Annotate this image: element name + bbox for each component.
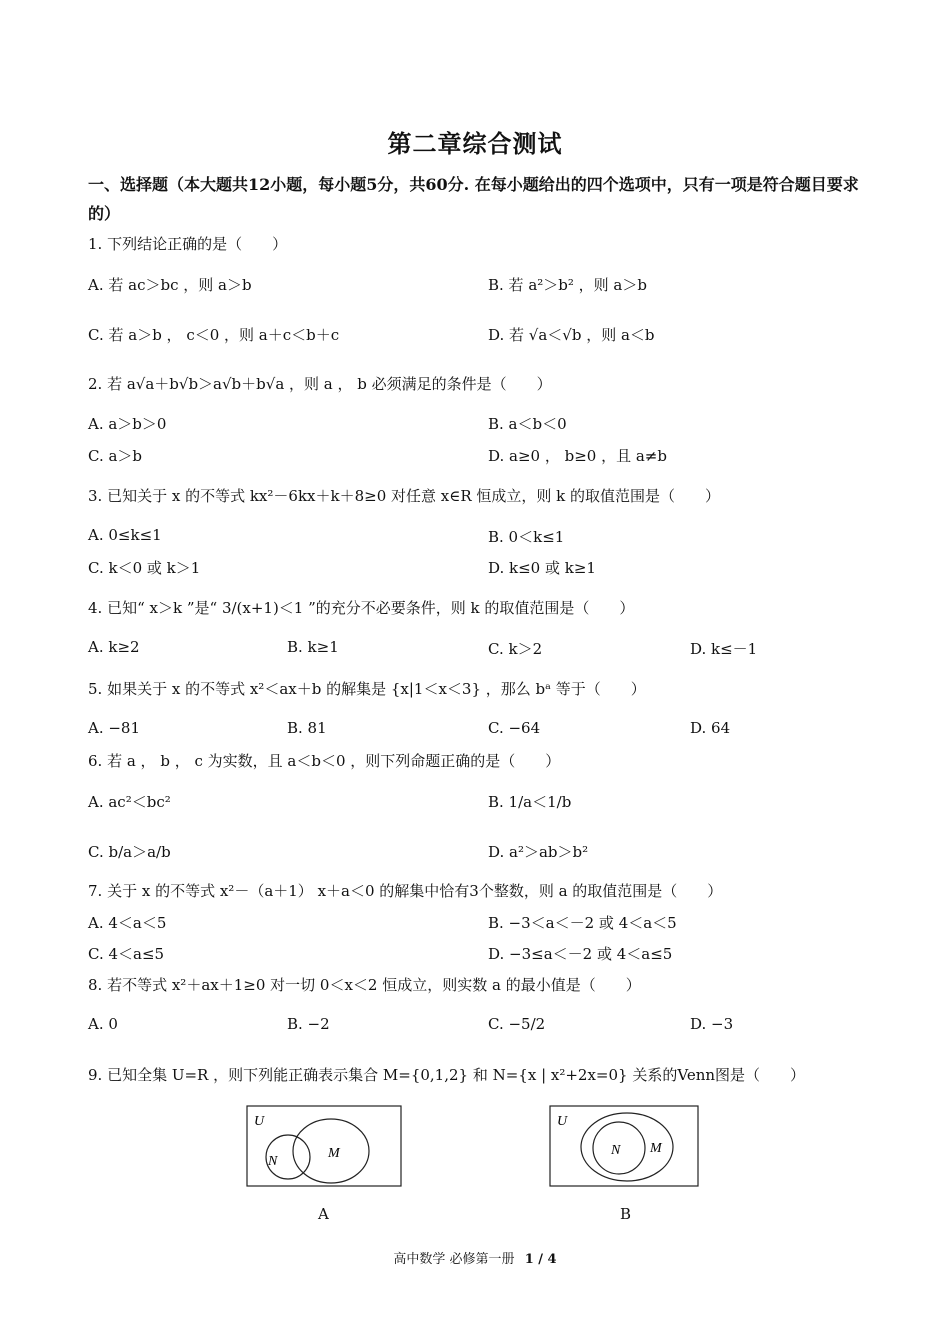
venn-a-label-m: M [328, 1146, 340, 1161]
q3-option-a: A. 0≤k≤1 [88, 526, 162, 544]
q7-option-d: D. −3≤a＜－2 或 4＜a≤5 [488, 945, 673, 963]
venn-a-label-u: U [254, 1114, 265, 1129]
q2-option-b: B. a＜b＜0 [488, 415, 567, 433]
footer-text: 高中数学 必修第一册 [393, 1252, 515, 1267]
venn-a-caption: A [318, 1205, 329, 1223]
q3-option-d: D. k≤0 或 k≥1 [488, 559, 596, 577]
q1-option-b: B. 若 a²＞b² ，则 a＞b [488, 276, 647, 294]
venn-b-label-m: M [650, 1141, 662, 1156]
q2-stem: 2. 若 a√a＋b√b＞a√b＋b√a ，则 a ， b 必须满足的条件是（ ） [88, 375, 552, 393]
q8-option-a: A. 0 [88, 1015, 118, 1033]
q8-option-d: D. −3 [690, 1015, 734, 1033]
q6-option-c: C. b/a＞a/b [88, 843, 171, 861]
q7-stem: 7. 关于 x 的不等式 x²－（a＋1） x＋a＜0 的解集中恰有3个整数，则 a 的取值范围是（ ） [88, 882, 723, 900]
q1-option-c: C. 若 a＞b ， c＜0 ，则 a＋c＜b＋c [88, 326, 340, 344]
q7-option-b: B. −3＜a＜－2 或 4＜a＜5 [488, 914, 677, 932]
section-heading-line1: 一、选择题（本大题共12小题，每小题5分，共60分. 在每小题给出的四个选项中，只有一项是符合题目要求 [88, 175, 859, 194]
venn-b-caption: B [620, 1205, 632, 1223]
q2-option-a: A. a＞b＞0 [88, 415, 167, 433]
q2-option-d: D. a≥0 ， b≥0 ，且 a≠b [488, 447, 667, 465]
q9-stem: 9. 已知全集 U=R ，则下列能正确表示集合 M={0,1,2} 和 N={x | x²+2x=0} 关系的Venn图是（ ） [88, 1066, 806, 1084]
q5-option-a: A. −81 [88, 719, 141, 737]
q5-option-b: B. 81 [287, 719, 327, 737]
q7-option-a: A. 4＜a＜5 [88, 914, 167, 932]
q8-option-c: C. −5/2 [488, 1015, 546, 1033]
q3-stem: 3. 已知关于 x 的不等式 kx²－6kx＋k＋8≥0 对任意 x∈R 恒成立，则 k 的取值范围是（ ） [88, 487, 721, 505]
venn-diagram-b [549, 1105, 699, 1187]
q1-stem: 1. 下列结论正确的是（ ） [88, 235, 288, 253]
q4-option-a: A. k≥2 [88, 638, 140, 656]
q6-option-d: D. a²＞ab＞b² [488, 843, 589, 861]
venn-diagram-a [246, 1105, 402, 1187]
q5-stem: 5. 如果关于 x 的不等式 x²＜ax＋b 的解集是 {x|1＜x＜3} ，那么 bᵃ 等于（ ） [88, 680, 646, 698]
q1-option-a: A. 若 ac＞bc ，则 a＞b [88, 276, 252, 294]
q4-option-c: C. k＞2 [488, 640, 543, 658]
q1-option-d: D. 若 √a＜√b ，则 a＜b [488, 326, 655, 344]
q3-option-b: B. 0＜k≤1 [488, 528, 565, 546]
page-footer [0, 1248, 950, 1267]
q6-option-a: A. ac²＜bc² [88, 793, 171, 811]
footer-page-number: 1 / 4 [524, 1252, 557, 1267]
q6-option-b: B. 1/a＜1/b [488, 793, 572, 811]
section-heading-line2: 的） [88, 204, 121, 223]
q4-stem: 4. 已知“ x＞k ”是“ 3/(x+1)＜1 ”的充分不必要条件，则 k 的取值范围是（ ） [88, 599, 635, 617]
q7-option-c: C. 4＜a≤5 [88, 945, 165, 963]
q4-option-d: D. k≤－1 [690, 640, 758, 658]
q3-option-c: C. k＜0 或 k＞1 [88, 559, 201, 577]
q5-option-d: D. 64 [690, 719, 731, 737]
q8-option-b: B. −2 [287, 1015, 330, 1033]
q4-option-b: B. k≥1 [287, 638, 339, 656]
q6-stem: 6. 若 a ， b ， c 为实数，且 a＜b＜0 ，则下列命题正确的是（ ） [88, 752, 561, 770]
q5-option-c: C. −64 [488, 719, 541, 737]
q8-stem: 8. 若不等式 x²＋ax＋1≥0 对一切 0＜x＜2 恒成立，则实数 a 的最小值是（ ） [88, 976, 641, 994]
page-title: 第二章综合测试 [387, 129, 563, 158]
venn-a-universe-box [247, 1106, 401, 1186]
venn-b-label-u: U [557, 1114, 568, 1129]
venn-a-label-n: N [268, 1154, 278, 1169]
q2-option-c: C. a＞b [88, 447, 143, 465]
venn-b-label-n: N [611, 1143, 621, 1158]
